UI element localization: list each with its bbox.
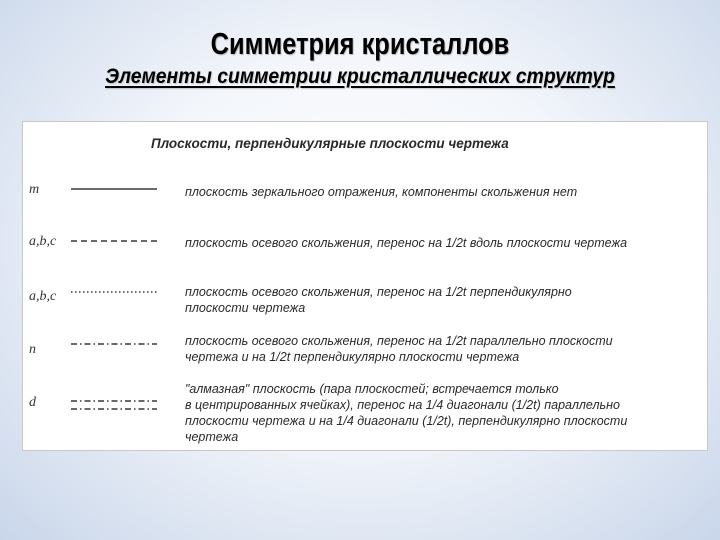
- diagonal-glide-line: [69, 340, 159, 348]
- slide-title: Симметрия кристаллов: [210, 26, 510, 61]
- row-description: [185, 333, 705, 365]
- symbol-n: n: [29, 342, 36, 357]
- axial-glide-perpendicular-line: [69, 288, 159, 296]
- row-description: [185, 284, 705, 316]
- row-description: [185, 184, 705, 200]
- axial-glide-parallel-line: [69, 237, 159, 245]
- slide-subtitle: Элементы симметрии кристаллических структур: [105, 65, 615, 88]
- description-line: плоскости чертежа: [185, 301, 306, 315]
- description-line: "алмазная" плоскость (пара плоскостей; встречается только: [185, 382, 559, 396]
- description-line: в центрированных ячейках), перенос на 1/4 диагонали (1/2t) параллельно: [185, 398, 620, 412]
- symbol-abc-axial-parallel: a,b,c: [29, 234, 57, 249]
- description-line: плоскость зеркального отражения, компоненты скольжения нет: [185, 185, 578, 199]
- description-line: плоскость осевого скольжения, перенос на 1/2t вдоль плоскости чертежа: [185, 236, 628, 250]
- row-description: [185, 235, 705, 251]
- description-line: чертежа: [185, 430, 239, 444]
- description-line: плоскость осевого скольжения, перенос на 1/2t перпендикулярно: [185, 285, 572, 299]
- symmetry-table-panel: [22, 121, 708, 451]
- description-line: плоскость осевого скольжения, перенос на 1/2t параллельно плоскости: [185, 334, 613, 348]
- symbol-abc-axial-perpendicular: a,b,c: [29, 289, 57, 304]
- row-description: [185, 381, 705, 445]
- symbol-d: d: [29, 395, 36, 410]
- table-heading: Плоскости, перпендикулярные плоскости чертежа: [151, 136, 509, 151]
- description-line: плоскости чертежа и на 1/4 диагонали (1/2t), перпендикулярно плоскости: [185, 414, 628, 428]
- diamond-glide-line: [69, 397, 159, 413]
- description-line: чертежа и на 1/2t перпендикулярно плоскости чертежа: [185, 350, 520, 364]
- mirror-plane-line: [69, 185, 159, 193]
- symbol-m: m: [29, 182, 40, 197]
